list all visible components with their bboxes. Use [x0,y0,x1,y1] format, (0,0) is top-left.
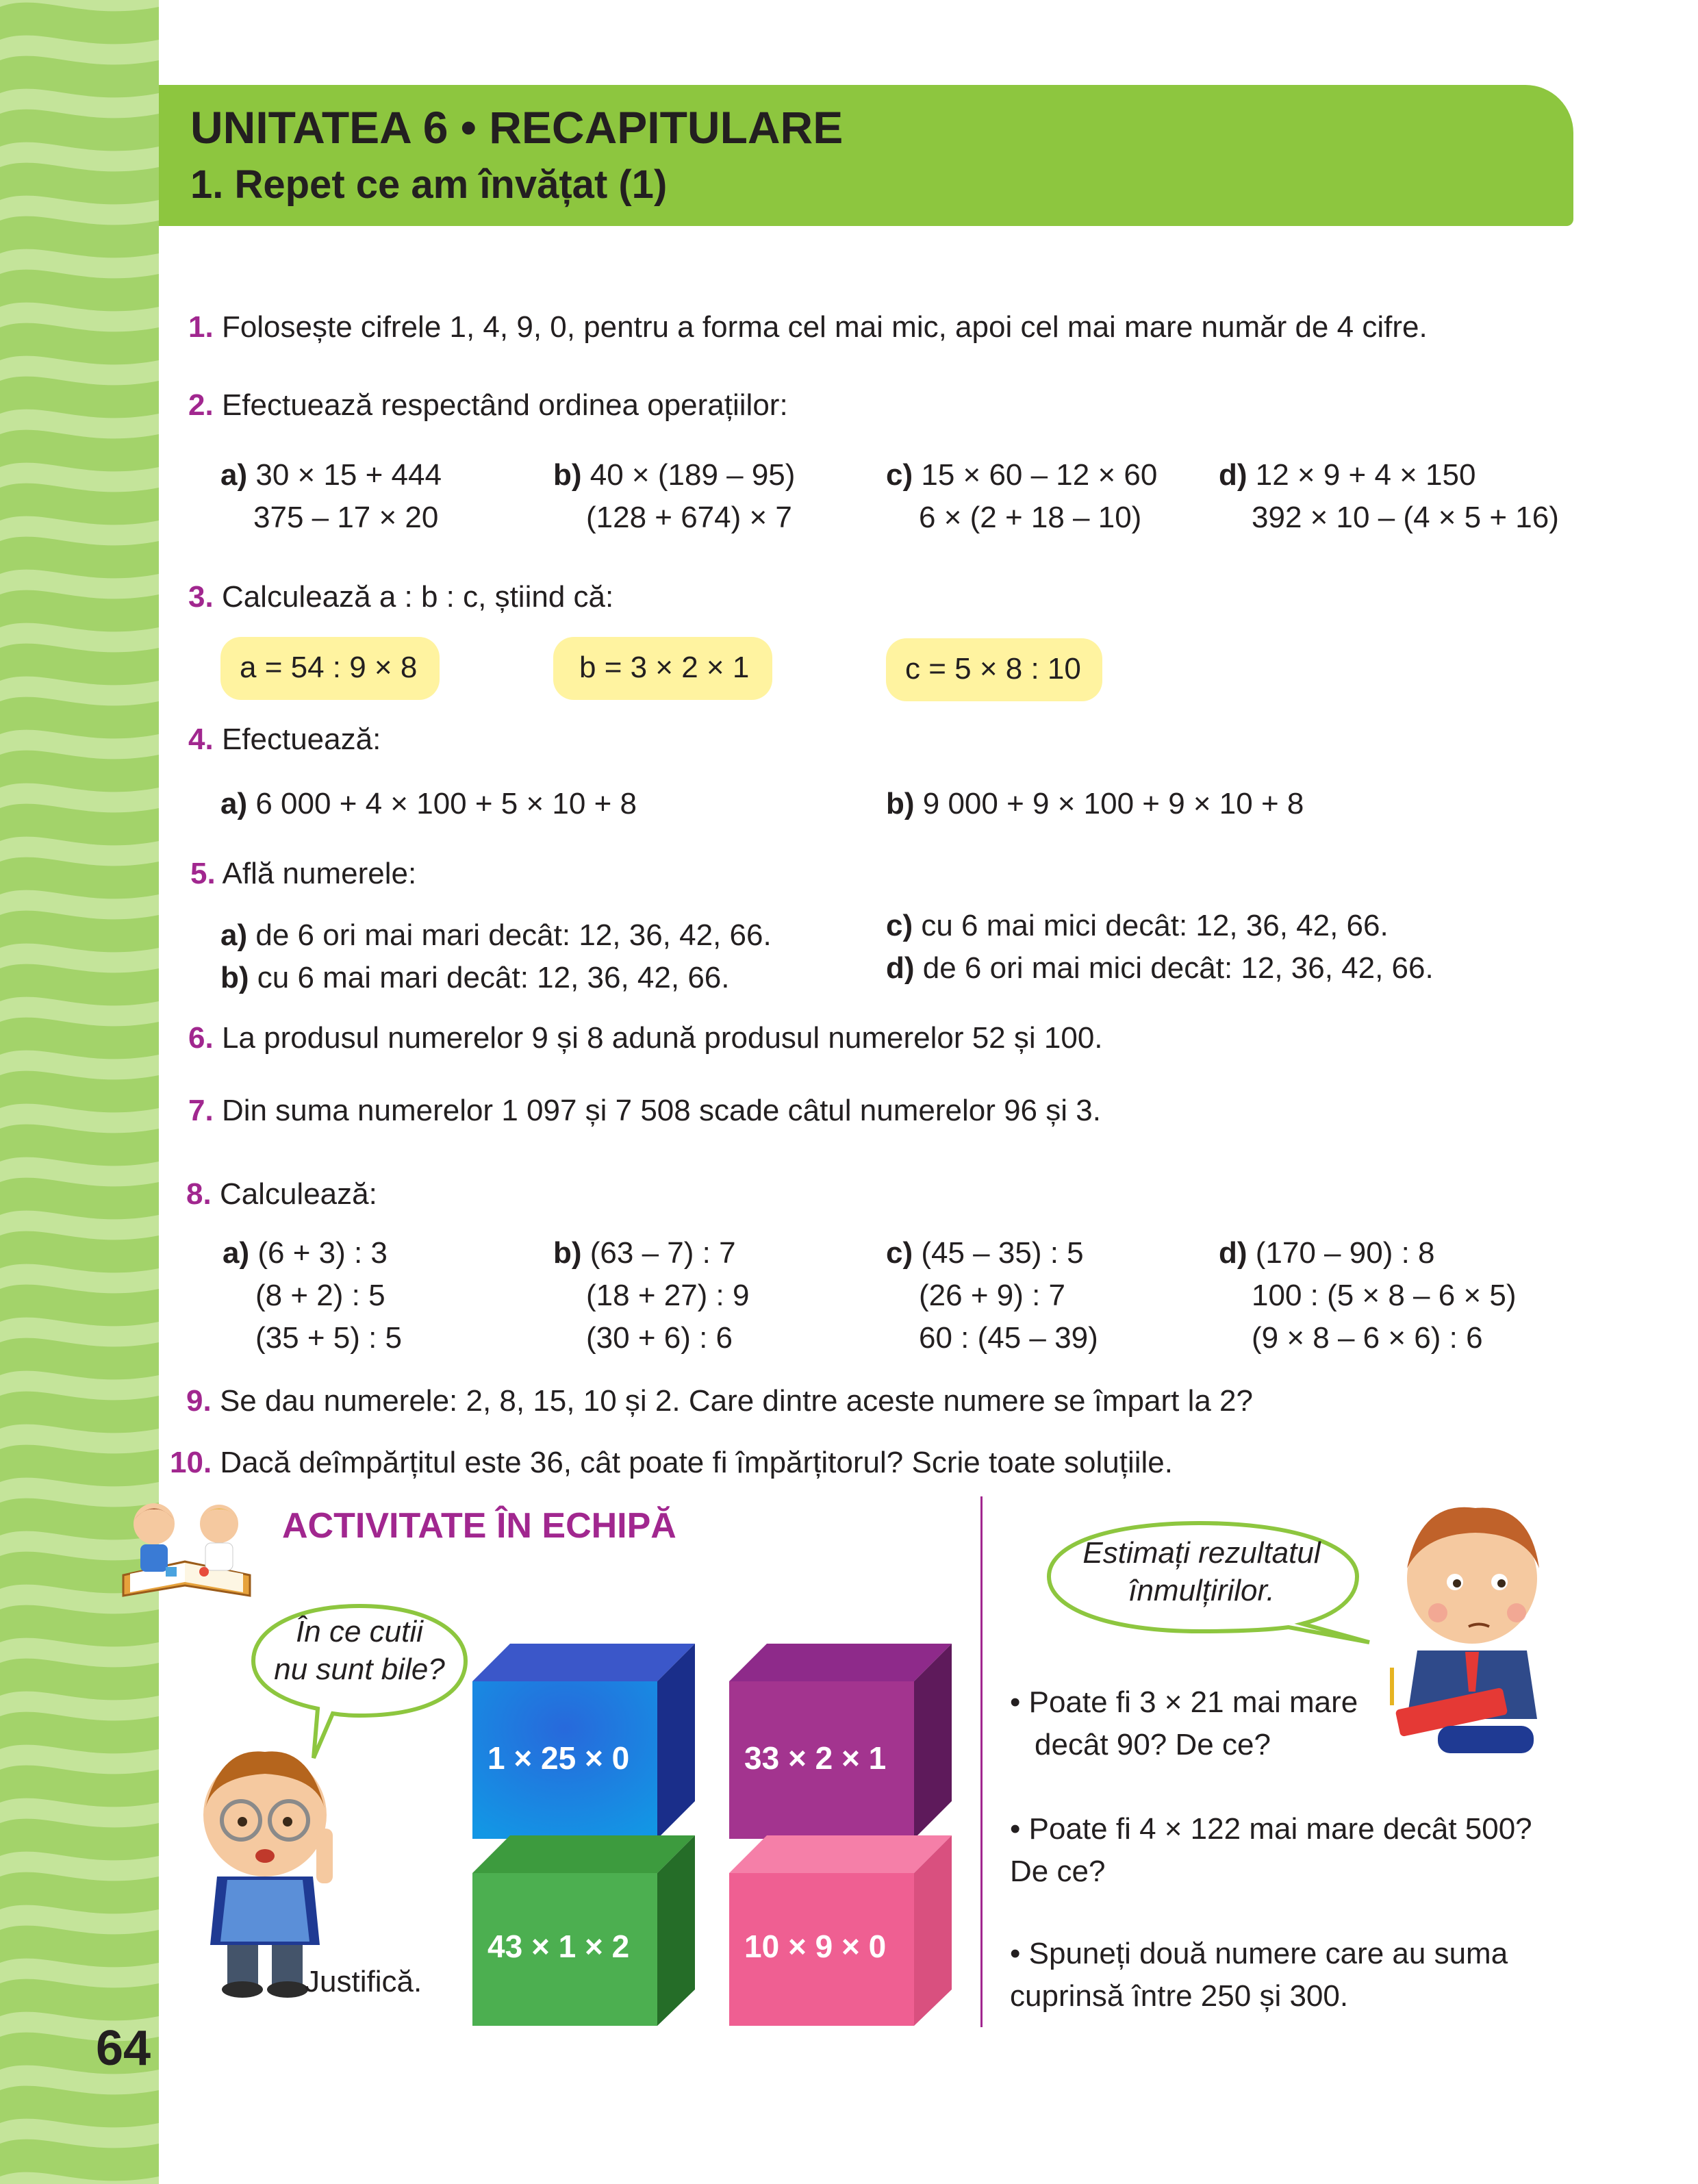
justify-label: Justifică. [305,1965,422,1998]
item-label: b) [886,787,915,820]
expression: 60 : (45 – 39) [919,1321,1098,1355]
bubble-line: În ce cutii [296,1615,423,1648]
question-1 [1010,1681,1358,1766]
exercise-text: Dacă deîmpărțitul este 36, cât poate fi împărțitorul? Scrie toate soluțiile. [220,1446,1173,1479]
wave-stripe [0,944,159,973]
wave-stripe [0,1318,159,1347]
exercise-number: 5. [190,857,216,890]
item-label: d) [886,951,915,985]
question-line: cuprinsă între 250 și 300. [1010,1979,1349,2013]
bubble-line: înmulțirilor. [1128,1574,1275,1607]
exercise-10 [170,1445,1173,1481]
wave-stripe [0,142,159,172]
wave-stripe [0,997,159,1027]
question-2 [1010,1808,1532,1892]
item-label: b) [553,458,582,492]
wave-stripe [0,249,159,279]
wave-stripe [0,677,159,706]
team-activity-title: ACTIVITATE ÎN ECHIPĂ [282,1506,676,1546]
item-label: b) [220,961,249,994]
item-label: d) [1219,1236,1247,1270]
wave-stripe [0,410,159,439]
wave-stripe [0,1264,159,1294]
exercise-number: 10. [170,1446,212,1479]
wave-stripe [0,0,159,11]
item-text: cu 6 mai mari decât: 12, 36, 42, 66. [257,961,730,994]
exercise-number: 4. [188,723,214,756]
exercise-8c [886,1235,1084,1272]
exercise-2a [220,457,442,494]
item-text: de 6 ori mai mici decât: 12, 36, 42, 66. [922,951,1434,985]
expression: (63 – 7) : 7 [590,1236,736,1270]
item-label: c) [886,909,913,942]
item-label: c) [886,458,913,492]
wave-stripe [0,2172,159,2184]
expression: (26 + 9) : 7 [919,1279,1066,1312]
exercise-2 [188,388,788,424]
exercise-number: 9. [186,1384,212,1418]
exercise-8 [186,1177,377,1213]
exercise-4 [188,722,381,758]
exercise-number: 6. [188,1021,214,1055]
exercise-text: Calculează: [219,1177,377,1211]
wave-pattern [0,0,159,2184]
exercise-8d [1219,1235,1435,1272]
wave-stripe [0,516,159,546]
item-label: b) [553,1236,582,1270]
bubble-left-text [270,1613,448,1688]
exercise-text: Efectuează: [221,723,381,756]
expression: 15 × 60 – 12 × 60 [921,458,1158,492]
exercise-5c [886,908,1389,944]
wave-stripe [0,1104,159,1133]
expression: 100 : (5 × 8 – 6 × 5) [1252,1279,1517,1312]
wave-stripe [0,1959,159,1988]
exercise-text: La produsul numerelor 9 și 8 adună produsul numerelor 52 și 100. [221,1021,1103,1055]
expression: 375 – 17 × 20 [253,501,439,534]
expression: 40 × (189 – 95) [590,458,796,492]
lesson-title: 1. Repet ce am învățat (1) [190,162,668,207]
question-line: • Spuneți două numere care au suma [1010,1937,1508,1970]
wave-stripe [0,1905,159,1935]
exercise-5d [886,951,1434,987]
expression: (30 + 6) : 6 [586,1321,733,1355]
wave-stripe [0,356,159,386]
wave-stripe [0,1638,159,1668]
exercise-text: Se dau numerele: 2, 8, 15, 10 și 2. Care dintre aceste numere se împart la 2? [219,1384,1253,1418]
question-line: De ce? [1010,1854,1106,1888]
expression: (6 + 3) : 3 [257,1236,388,1270]
exercise-5 [190,856,416,892]
exercise-6 [188,1020,1103,1057]
cube-blue-label: 1 × 25 × 0 [487,1740,630,1776]
expression: 9 000 + 9 × 100 + 9 × 10 + 8 [922,787,1304,820]
expression: (18 + 27) : 9 [586,1279,750,1312]
question-3 [1010,1933,1508,2017]
exercise-text: Află numerele: [222,857,417,890]
wave-stripe [0,1852,159,1881]
expression: (170 – 90) : 8 [1255,1236,1435,1270]
cube-purple-label: 33 × 2 × 1 [744,1740,887,1776]
wave-stripe [0,1211,159,1240]
exercise-2d [1219,457,1476,494]
exercise-number: 2. [188,388,214,422]
expression: 12 × 9 + 4 × 150 [1255,458,1476,492]
bubble-line: nu sunt bile? [274,1653,445,1686]
page-edge-stripe [0,0,159,2184]
wave-stripe [0,1051,159,1080]
wave-stripe [0,570,159,599]
bubble-line: Estimați rezultatul [1082,1536,1321,1570]
cube-green-label: 43 × 1 × 2 [487,1929,630,1964]
wave-stripe [0,1424,159,1454]
exercise-2b [553,457,795,494]
expression: (128 + 674) × 7 [586,501,792,534]
question-line: decât 90? De ce? [1035,1727,1271,1761]
wave-stripe [0,1692,159,1721]
wave-stripe [0,1798,159,1828]
boy-with-glasses-illustration [179,1740,351,2000]
wave-stripe [0,1745,159,1774]
exercise-7 [188,1093,1101,1129]
exercise-8a [223,1235,388,1272]
item-label: c) [886,1236,913,1270]
expression: 30 × 15 + 444 [255,458,442,492]
wave-stripe [0,2119,159,2148]
item-text: cu 6 mai mici decât: 12, 36, 42, 66. [921,909,1389,942]
boy-writing-illustration [1376,1493,1568,1760]
wave-stripe [0,890,159,920]
bubble-right-text [1068,1534,1335,1609]
item-label: d) [1219,458,1247,492]
exercise-number: 3. [188,580,214,614]
wave-stripe [0,783,159,813]
item-label: a) [220,458,248,492]
wave-stripe [0,837,159,866]
wave-stripe [0,730,159,760]
item-label: a) [223,1236,250,1270]
question-line: • Poate fi 3 × 21 mai mare [1010,1685,1358,1719]
exercise-5b [220,960,729,996]
wave-stripe [0,303,159,332]
expression: (9 × 8 – 6 × 6) : 6 [1252,1321,1483,1355]
exercise-1 [188,310,1428,346]
wave-stripe [0,623,159,653]
exercise-number: 1. [188,310,214,344]
expression: (35 + 5) : 5 [255,1321,403,1355]
definition-a: a = 54 : 9 × 8 [240,651,418,684]
exercise-4b [886,786,1304,823]
exercise-text: Folosește cifrele 1, 4, 9, 0, pentru a forma cel mai mic, apoi cel mai mare număr de 4 cifre. [221,310,1428,344]
item-text: de 6 ori mai mari decât: 12, 36, 42, 66. [255,918,772,952]
definition-c: c = 5 × 8 : 10 [905,652,1081,686]
expression: 6 000 + 4 × 100 + 5 × 10 + 8 [255,787,637,820]
children-with-book-illustration [103,1493,274,1603]
column-divider [980,1496,983,2027]
exercise-number: 7. [188,1094,214,1127]
exercise-5a [220,918,772,954]
wave-stripe [0,89,159,118]
item-label: a) [220,787,248,820]
wave-stripe [0,196,159,225]
exercise-text: Calculează a : b : c, știind că: [221,580,614,614]
question-line: • Poate fi 4 × 122 mai mare decât 500? [1010,1812,1532,1846]
exercise-3 [188,579,613,616]
cube-pink-label: 10 × 9 × 0 [744,1929,887,1964]
unit-title: UNITATEA 6 • RECAPITULARE [190,102,844,153]
expression: 392 × 10 – (4 × 5 + 16) [1252,501,1559,534]
exercise-number: 8. [186,1177,212,1211]
wave-stripe [0,36,159,65]
page-number: 64 [96,2021,151,2076]
wave-stripe [0,463,159,492]
exercise-8b [553,1235,736,1272]
exercise-text: Efectuează respectând ordinea operațiilor: [221,388,788,422]
expression: 6 × (2 + 18 – 10) [919,501,1142,534]
expression: (8 + 2) : 5 [255,1279,385,1312]
item-label: a) [220,918,248,952]
exercise-4a [220,786,637,823]
expression: (45 – 35) : 5 [921,1236,1084,1270]
definition-b: b = 3 × 2 × 1 [579,651,750,684]
exercise-9 [186,1383,1253,1420]
exercise-2c [886,457,1157,494]
wave-stripe [0,1371,159,1401]
wave-stripe [0,1157,159,1187]
exercise-text: Din suma numerelor 1 097 și 7 508 scade câtul numerelor 96 și 3. [221,1094,1101,1127]
